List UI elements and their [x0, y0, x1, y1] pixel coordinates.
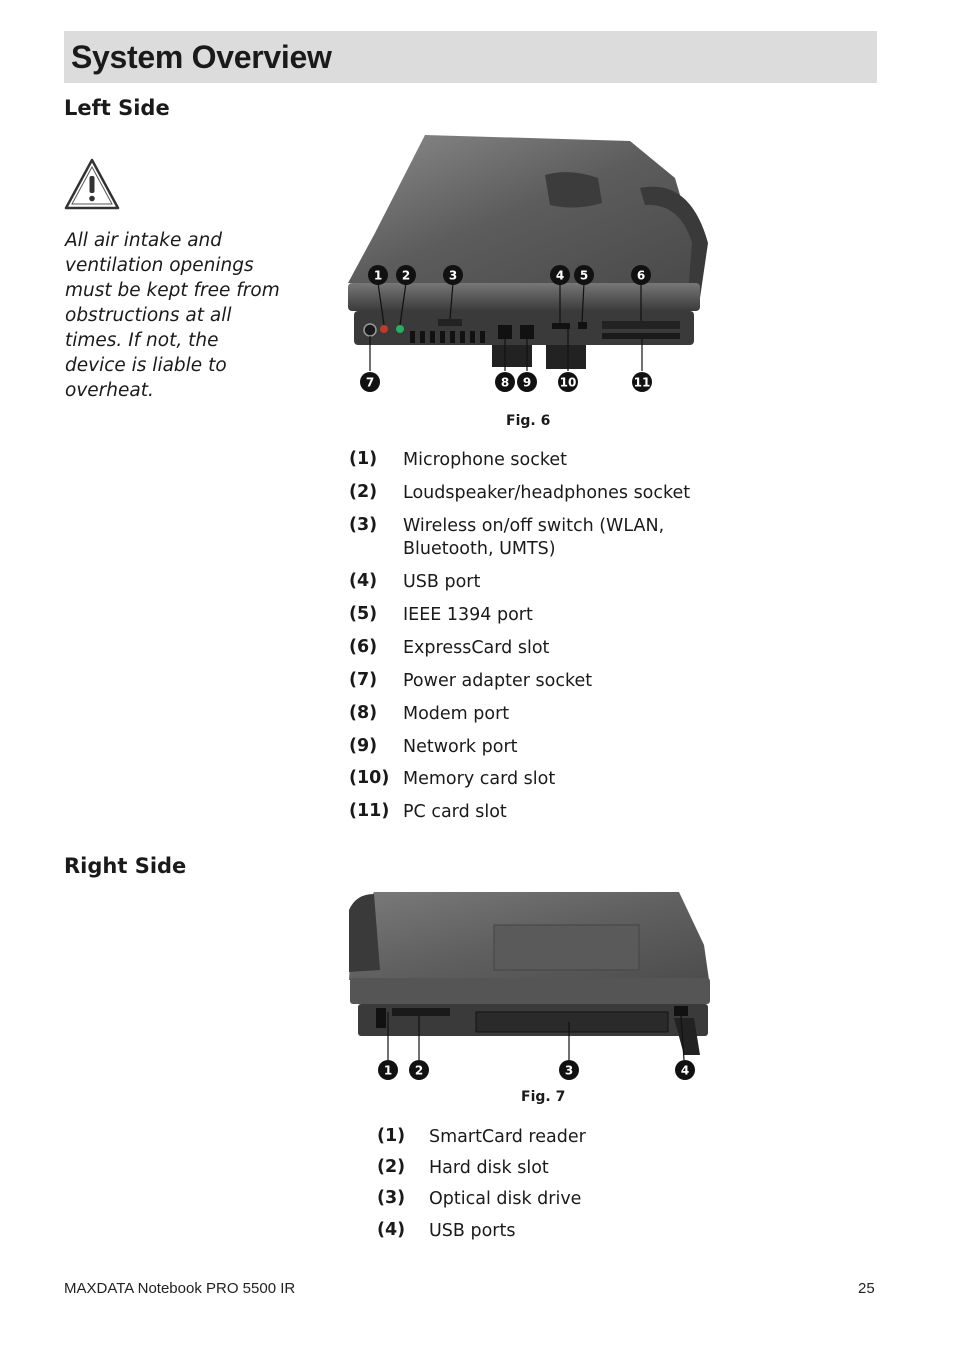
lid-panel: [494, 925, 639, 970]
smartcard-reader: [376, 1008, 386, 1028]
right-side-heading: Right Side: [64, 854, 187, 878]
figure-7-caption: Fig. 7: [521, 1089, 566, 1105]
left-side-legend: [349, 449, 703, 834]
callout-4: [550, 265, 570, 285]
callout-3: [443, 265, 463, 285]
svg-text:5: 5: [579, 268, 589, 283]
list-item: (3) Wireless on/off switch (WLAN, Bluetooth, UMTS): [349, 515, 665, 559]
network-port: [520, 325, 534, 339]
callout-11: [632, 372, 652, 392]
port-cover-right: [546, 345, 586, 369]
headphones-socket: [396, 325, 404, 333]
list-item: (3) Optical disk drive: [377, 1188, 582, 1209]
firewire-port: [578, 322, 587, 329]
lid-vent-grille: [545, 172, 602, 207]
svg-text:2: 2: [401, 268, 411, 283]
callout-2: [409, 1060, 429, 1080]
callout-1: [378, 1060, 398, 1080]
list-item: (7) Power adapter socket: [349, 670, 593, 691]
usb-ports: [674, 1006, 688, 1016]
optical-drive: [476, 1012, 668, 1032]
callout-6: [631, 265, 651, 285]
list-item: (4) USB port: [349, 571, 481, 592]
footer-product: MAXDATA Notebook PRO 5500 IR: [64, 1280, 296, 1297]
svg-text:3: 3: [448, 268, 458, 283]
right-side-legend: [377, 1126, 586, 1251]
svg-text:1: 1: [383, 1063, 393, 1078]
callout-2: [396, 265, 416, 285]
list-item: (1) SmartCard reader: [377, 1126, 586, 1147]
svg-text:7: 7: [365, 375, 375, 390]
callout-7: [360, 372, 380, 392]
side-panel-upper: [350, 978, 710, 1004]
microphone-socket: [380, 325, 388, 333]
left-side-heading: Left Side: [64, 96, 170, 120]
list-item: (4) USB ports: [377, 1220, 516, 1241]
usb-port: [552, 323, 570, 329]
svg-text:4: 4: [680, 1063, 690, 1078]
callout-1: [368, 265, 388, 285]
callout-3: [559, 1060, 579, 1080]
svg-text:6: 6: [636, 268, 646, 283]
warning-icon: [64, 158, 120, 210]
svg-text:10: 10: [559, 375, 577, 390]
list-item: (2) Hard disk slot: [377, 1157, 549, 1178]
modem-port: [498, 325, 512, 339]
svg-text:2: 2: [414, 1063, 424, 1078]
expresscard-slot: [602, 321, 680, 329]
svg-text:11: 11: [633, 375, 651, 390]
svg-text:3: 3: [564, 1063, 574, 1078]
svg-text:4: 4: [555, 268, 565, 283]
callout-5: [574, 265, 594, 285]
page-title: System Overview: [71, 39, 332, 75]
hard-disk-slot: [392, 1008, 450, 1016]
list-item: (2) Loudspeaker/headphones socket: [349, 482, 691, 503]
list-item: (8) Modem port: [349, 703, 510, 724]
list-item: (6) ExpressCard slot: [349, 637, 550, 658]
callout-8: [495, 372, 515, 392]
title-bar: [64, 31, 877, 83]
svg-text:9: 9: [522, 375, 532, 390]
pc-card-slot: [602, 333, 680, 339]
ventilation-warning: All air intake and ventilation openings must be kept free from obstructions at all times. If not, the device is liable to overheat.: [65, 230, 280, 401]
list-item: (1) Microphone socket: [349, 449, 568, 470]
list-item: (9) Network port: [349, 736, 518, 757]
page-number: 25: [858, 1280, 875, 1297]
svg-text:8: 8: [500, 375, 510, 390]
callout-10: [558, 372, 578, 392]
callout-9: [517, 372, 537, 392]
port-cover-left: [492, 345, 532, 367]
figure-6-caption: Fig. 6: [506, 413, 551, 429]
power-socket: [364, 324, 376, 336]
list-item: (11) PC card slot: [349, 801, 507, 822]
list-item: (5) IEEE 1394 port: [349, 604, 533, 625]
left-side-figure: [340, 133, 720, 398]
svg-text:1: 1: [373, 268, 383, 283]
callout-4: [675, 1060, 695, 1080]
list-item: (10) Memory card slot: [349, 768, 556, 789]
side-panel-upper: [348, 283, 700, 311]
notebook-lid: [348, 135, 700, 283]
right-side-figure: [344, 890, 716, 1085]
wireless-switch: [438, 319, 462, 326]
